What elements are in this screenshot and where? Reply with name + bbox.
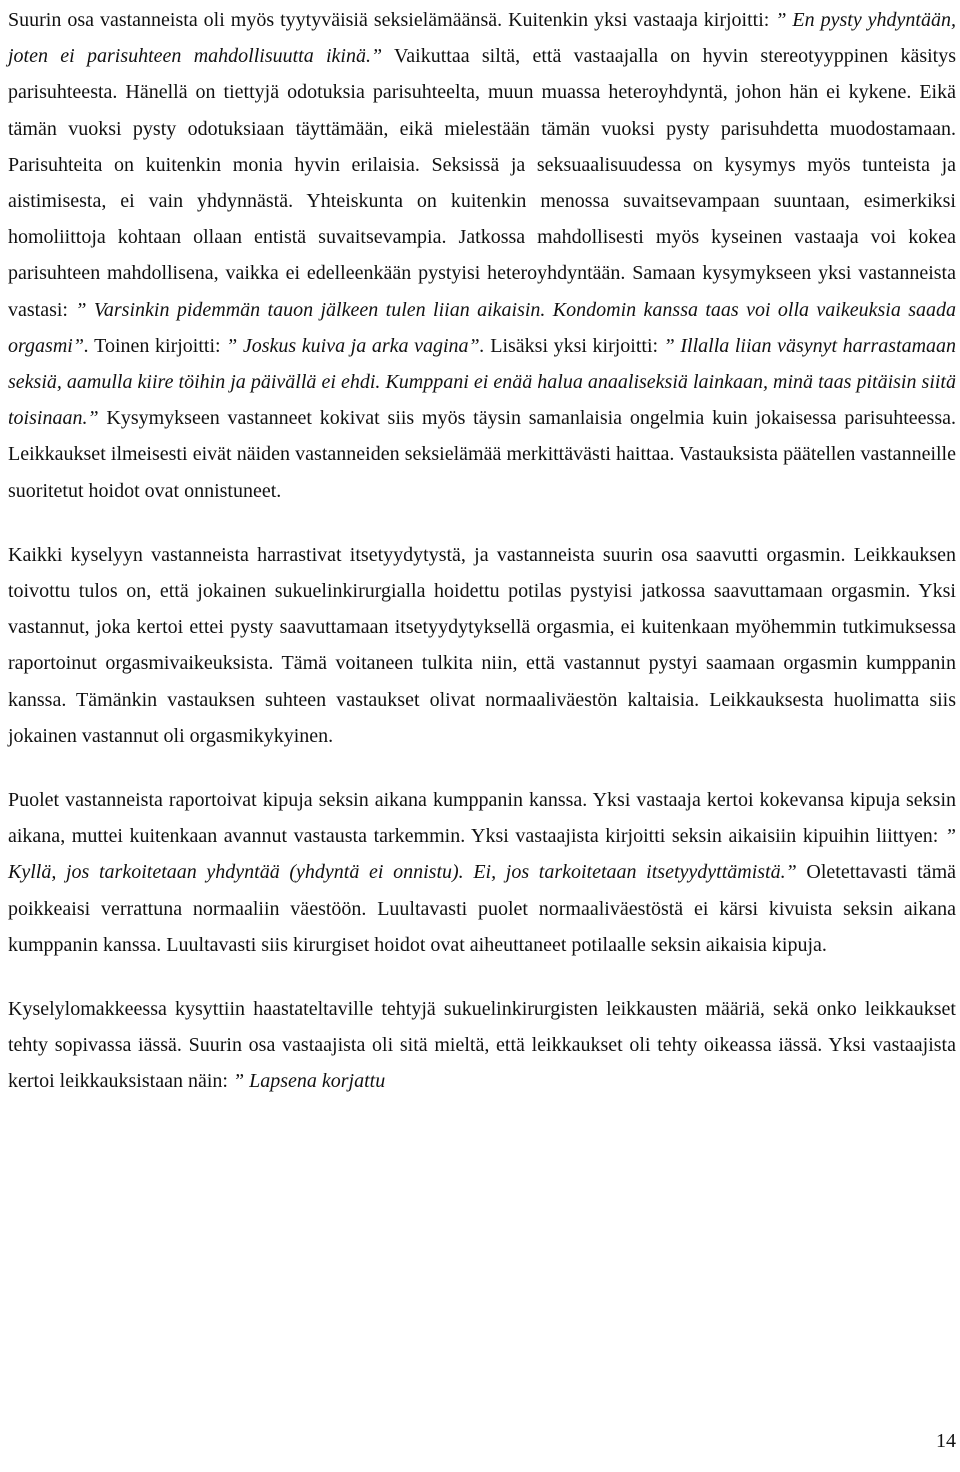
quote-text: ” Illalla liian väsynyt harrastamaan seksiä, aamulla kiire töihin ja päivällä ei ehdi. Kumppani ei enää halua anaaliseksiä lainkaan, minä taas pitäisin siitä toisinaan.” [8,334,957,430]
body-text: Kysymykseen vastanneet kokivat siis myös täysin samanlaisia ongelmia kuin jokaisessa parisuhteessa. Leikkaukset ilmeisesti eivät näiden vastanneiden seksielämää merkittävästi haittaa. Vastauksista päätellen vastanneille suoritetut hoidot ovat onnistuneet. [8,407,956,502]
quote-text: ” Kyllä, jos tarkoitetaan yhdyntää (yhdyntä ei onnistu). Ei, jos tarkoitetaan itsetyydyttämistä.” [8,825,956,884]
paragraph [8,537,956,754]
quote-text: ” Lapsena korjattu [232,1070,386,1093]
body-text: Kyselylomakkeessa kysyttiin haastateltaville tehtyjä sukuelinkirurgisten leikkausten määriä, sekä onko leikkaukset tehty sopivassa iässä. Suurin osa vastaajista oli sitä mieltä, että leikkaukset oli tehty oikeassa iässä. Yksi vastaajista kertoi leikkauksistaan näin: [8,998,956,1093]
document-page [8,2,956,1100]
quote-text: ” Joskus kuiva ja arka vagina”. [226,334,485,357]
paragraph [8,991,956,1100]
body-text: Lisäksi yksi kirjoitti: [484,334,664,357]
body-text: Vaikuttaa siltä, että vastaajalla on hyvin stereotyyppinen käsitys parisuhteesta. Hänellä on tiettyjä odotuksia parisuhteelta, muun muassa heteroyhdyntä, johon hän ei kykene. Eikä tämän vuoksi pysty odotuksiaan täyttämään, eikä mielestään tämän vuoksi pysty parisuhdetta muodostamaan. Parisuhteita on kuitenkin monia hyvin erilaisia. Seksissä ja seksuaalisuudessa on kysymys myös tunteista ja aistimisesta, ei vain yhdynnästä. Yhteiskunta on kuitenkin menossa suvaitsevampaan suuntaan, esimerkiksi homoliittoja kohtaan ollaan entistä suvaitsevampia. Jatkossa mahdollisesti myös kyseinen vastaaja voi kokea parisuhteen mahdollisena, vaikka ei edelleenkään pystyisi heteroyhdyntään. Samaan kysymykseen yksi vastanneista vastasi: [8,45,957,321]
quote-text: ” Varsinkin pidemmän tauon jälkeen tulen liian aikaisin. Kondomin kanssa taas voi olla vaikeuksia saada orgasmi”. [8,298,956,357]
page-number: 14 [936,1430,956,1452]
body-text: Kaikki kyselyyn vastanneista harrastivat itsetyydytystä, ja vastanneista suurin osa saavutti orgasmin. Leikkauksen toivottu tulos on, että jokainen sukuelinkirurgialla hoidettu potilas pystyisi jatkossa saavuttamaan orgasmin. Yksi vastannut, joka kertoi ettei pysty saavuttamaan itsetyydytyksellä orgasmia, ei kuitenkaan myöhemmin tutkimuksessa raportoinut orgasmivaikeuksista. Tämä voitaneen tulkita niin, että vastannut pystyi saamaan orgasmin kumppanin kanssa. Tämänkin vastauksen suhteen vastaukset olivat normaaliväestön kaltaisia. Leikkauksesta huolimatta siis jokainen vastannut oli orgasmikykyinen. [8,543,956,747]
body-text: Suurin osa vastanneista oli myös tyytyväisiä seksielämäänsä. Kuitenkin yksi vastaaja kirjoitti: [8,9,776,31]
paragraph [8,782,956,963]
body-text: Toinen kirjoitti: [88,334,227,357]
body-text: Puolet vastanneista raportoivat kipuja seksin aikana kumppanin kanssa. Yksi vastaaja kertoi kokevansa kipuja seksin aikana, muttei kuitenkaan avannut vastausta tarkemmin. Yksi vastaajista kirjoitti seksin aikaisiin kipuihin liittyen: [8,789,956,848]
quote-text: ” En pysty yhdyntään, joten ei parisuhteen mahdollisuutta ikinä.” [8,9,956,68]
body-text: Oletettavasti tämä poikkeaisi verrattuna normaaliin väestöön. Luultavasti puolet normaaliväestöstä ei kärsi kivuista seksin aikana kumppanin kanssa. Luultavasti siis kirurgiset hoidot ovat aiheuttaneet potilaalle seksin aikaisia kipuja. [8,861,956,956]
paragraph [8,2,956,509]
